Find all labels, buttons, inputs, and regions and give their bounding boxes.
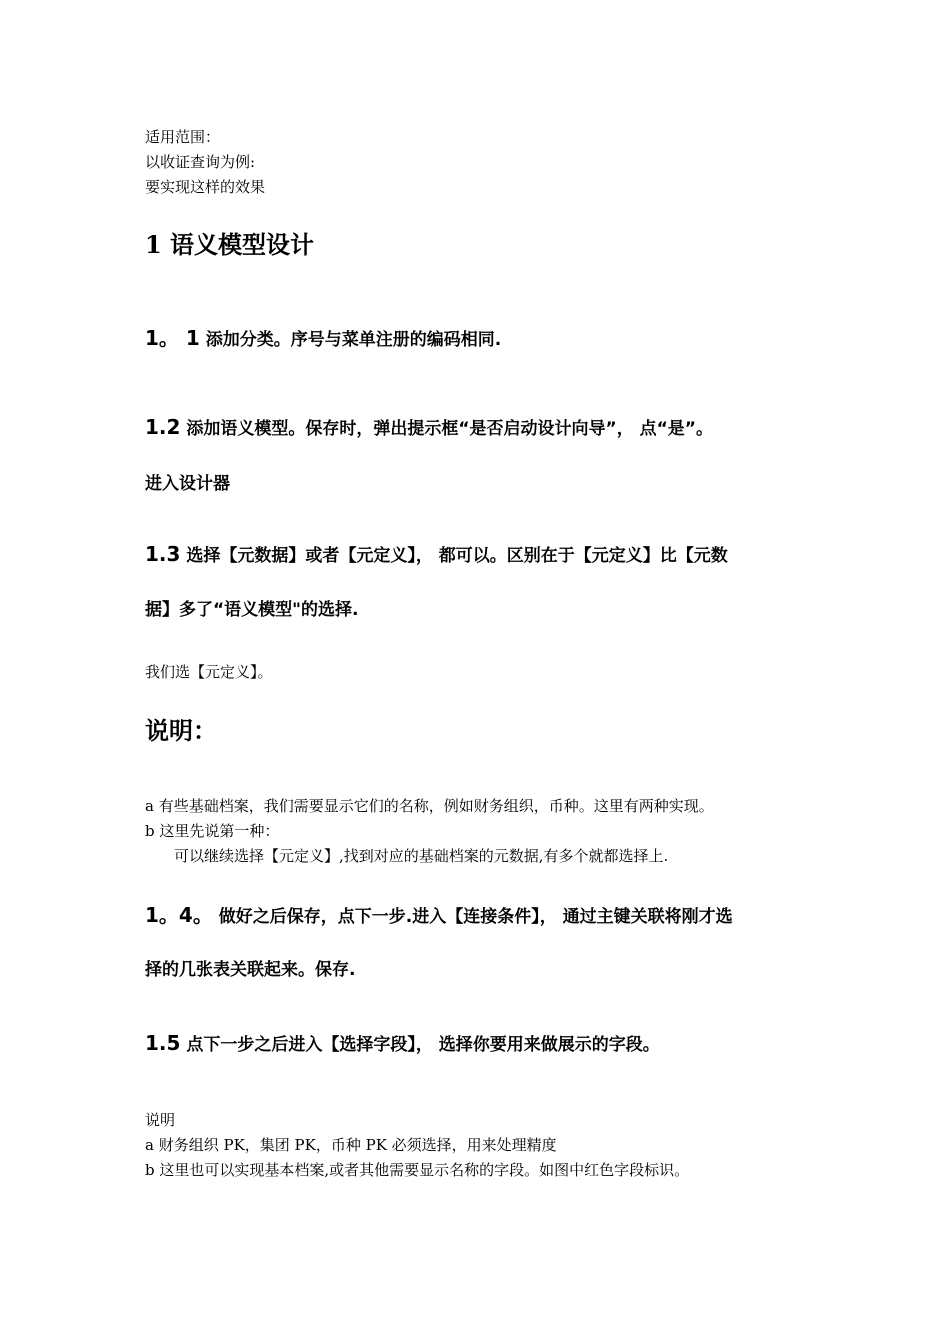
step-1-4-heading [145,902,733,930]
step-1-2-text: 添加语义模型。保存时，弹出提示框“是否启动设计向导”， 点“是”。 [180,419,713,439]
note-1-item-b-detail: 可以继续选择【元定义】,找到对应的基础档案的元数据,有多个就都选择上. [174,847,669,865]
note-1-item-b: b 这里先说第一种： [145,822,280,840]
step-1-1-text: 添加分类。序号与菜单注册的编码相同. [199,330,502,350]
step-1-3-number: 1.3 [145,542,181,566]
step-1-2-heading [145,414,713,442]
step-1-4-continuation: 择的几张表关联起来。保存. [145,960,356,980]
choice-text: 我们选【元定义】。 [145,663,273,681]
step-1-4-text: 做好之后保存，点下一步.进入【连接条件】， 通过主键关联将刚才选 [212,907,733,927]
step-1-3-text: 选择【元数据】或者【元定义】， 都可以。区别在于【元定义】比【元数 [180,546,728,566]
intro-goal: 要实现这样的效果 [145,178,266,196]
note-1-item-a: a 有些基础档案，我们需要显示它们的名称，例如财务组织，币种。这里有两种实现。 [145,797,714,815]
step-1-5-text: 点下一步之后进入【选择字段】， 选择你要用来做展示的字段。 [180,1035,660,1055]
note-2-item-b: b 这里也可以实现基本档案,或者其他需要显示名称的字段。如图中红色字段标识。 [145,1161,690,1179]
step-1-5-number: 1.5 [145,1031,181,1055]
intro-scope: 适用范围： [145,128,221,146]
step-1-4-number: 1。4。 [145,903,213,927]
step-1-2-number: 1.2 [145,415,181,439]
step-1-1-number: 1。 1 [145,326,200,350]
note-2-item-a: a 财务组织 PK，集团 PK，币种 PK 必须选择，用来处理精度 [145,1136,557,1154]
section-title: 1 语义模型设计 [145,230,315,259]
step-1-2-continuation: 进入设计器 [145,474,230,494]
step-1-5-heading [145,1030,660,1058]
step-1-3-continuation: 据】多了“语义模型"的选择. [145,600,359,620]
note-1-title: 说明： [145,717,217,745]
intro-example: 以收证查询为例: [145,153,256,171]
note-2-title: 说明 [145,1111,176,1129]
step-1-1-heading [145,325,501,353]
step-1-3-heading [145,541,728,569]
